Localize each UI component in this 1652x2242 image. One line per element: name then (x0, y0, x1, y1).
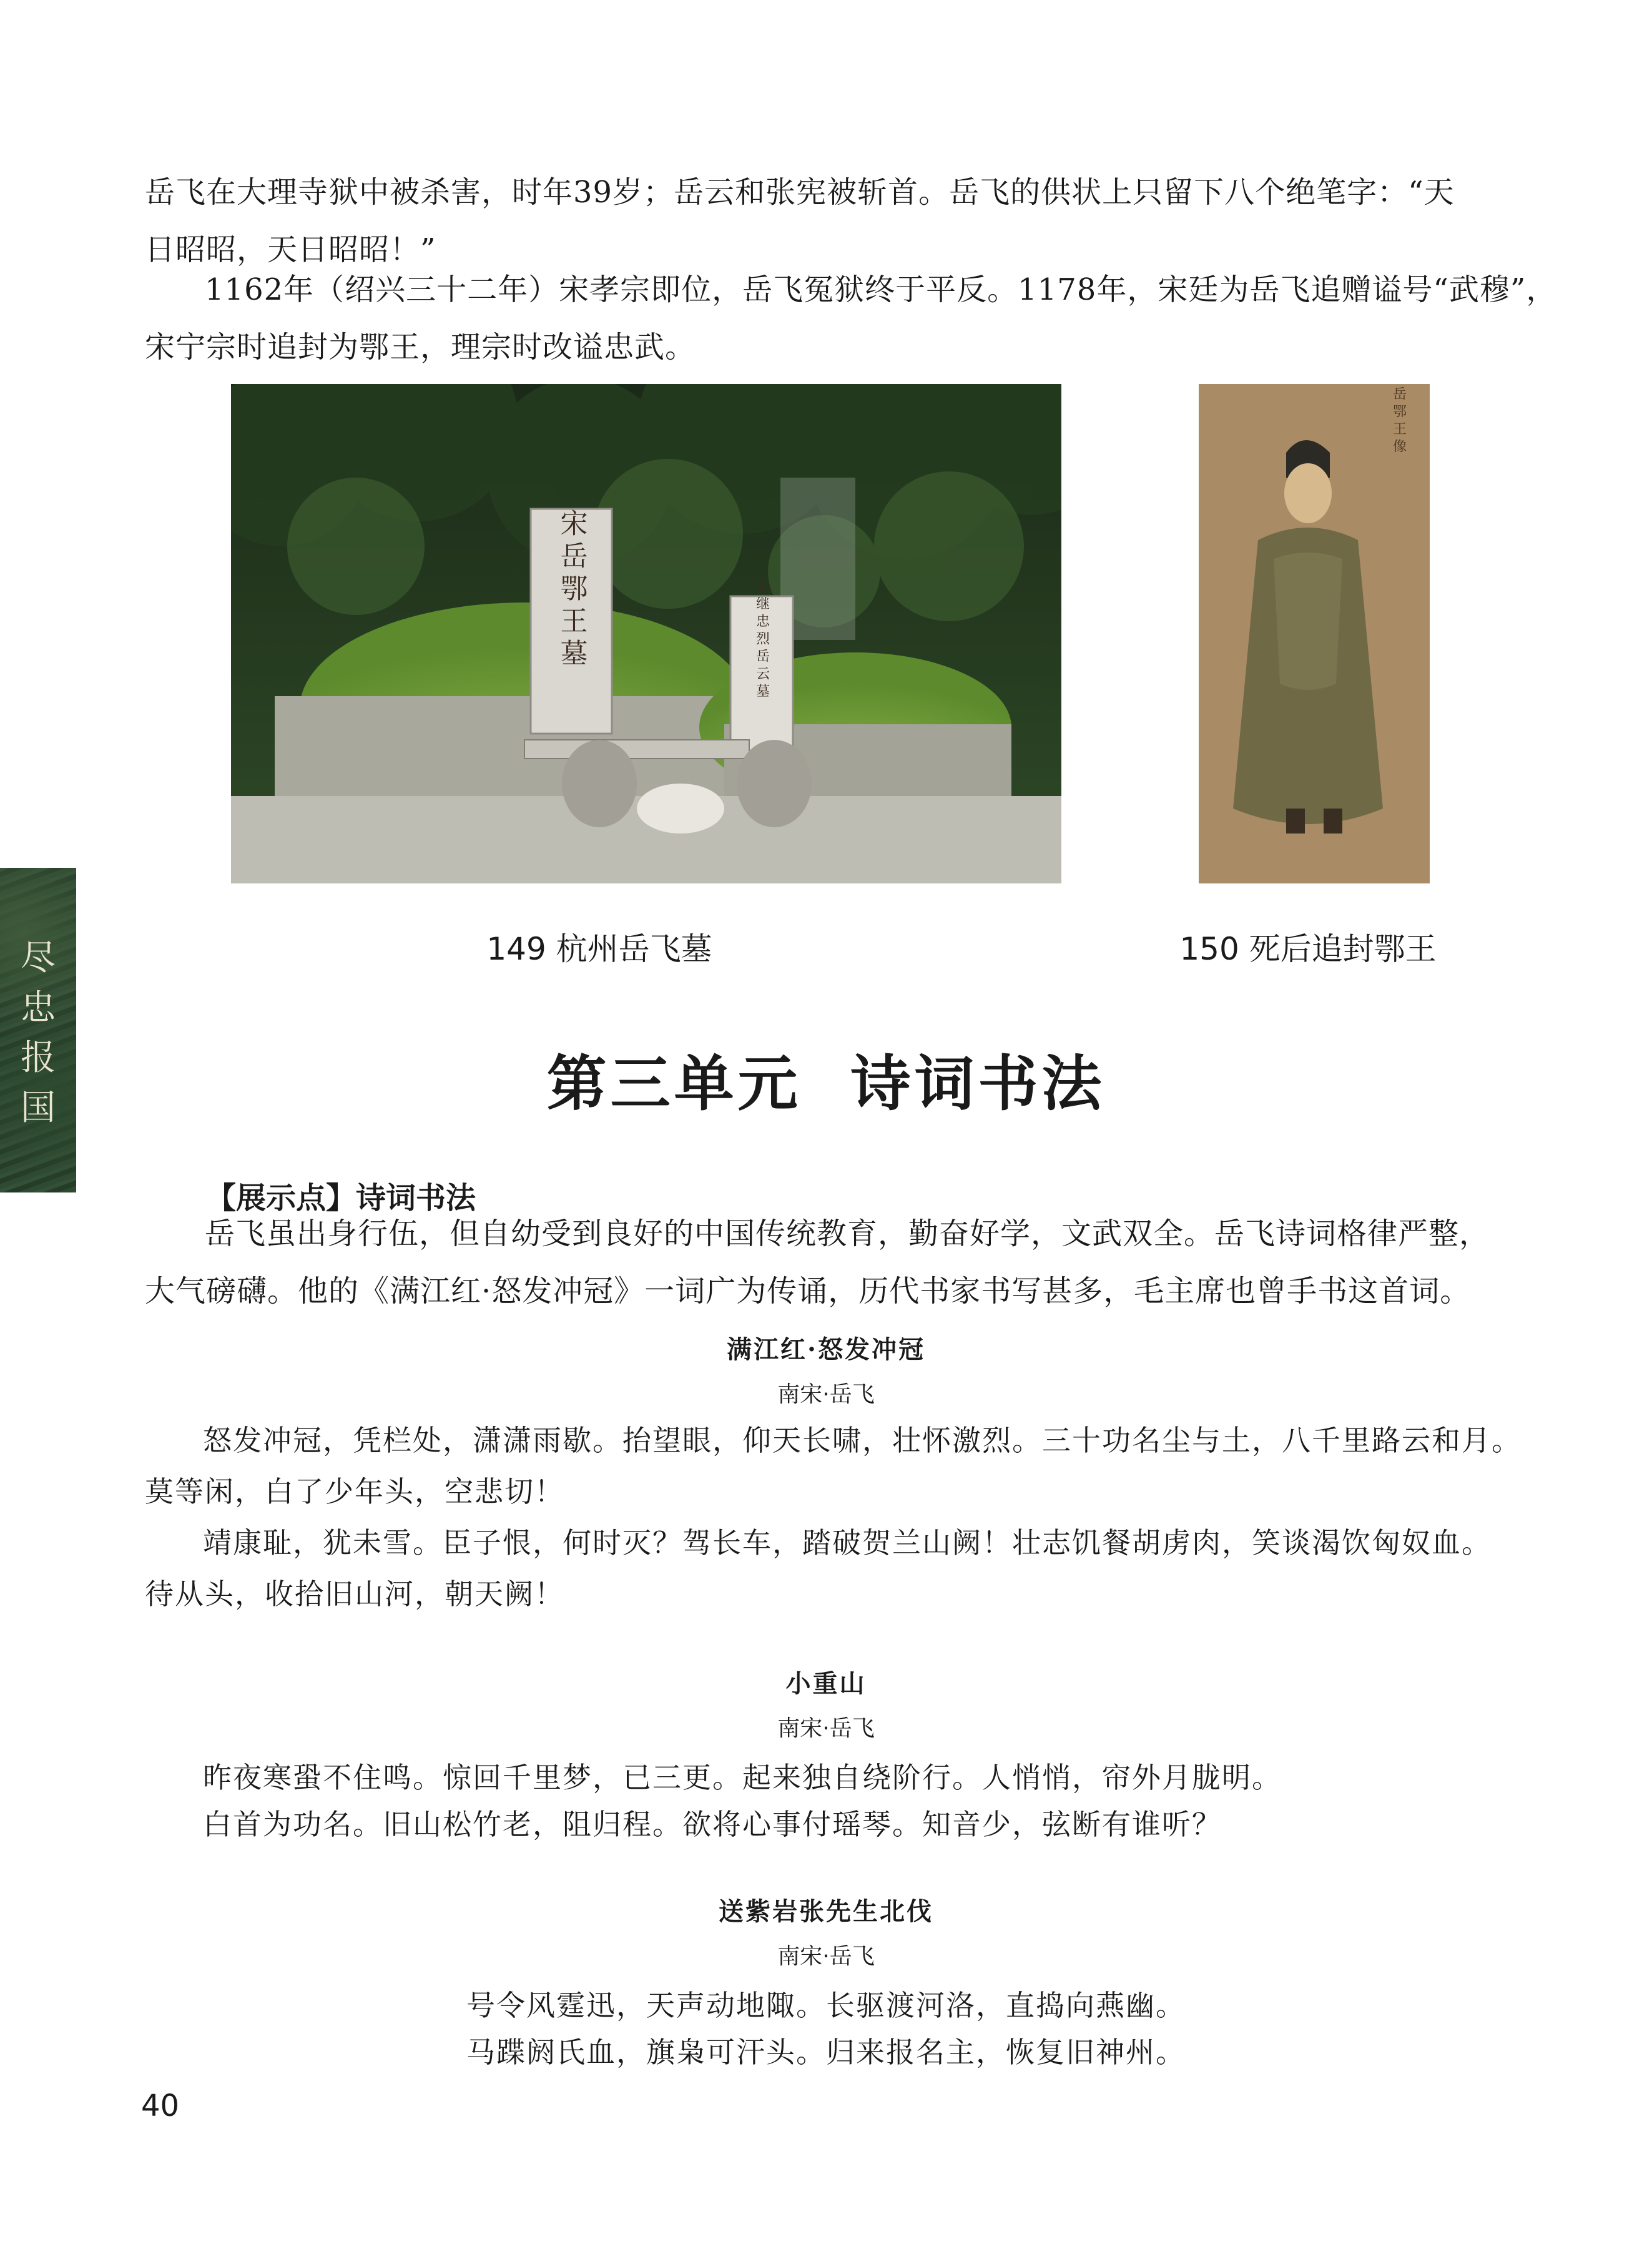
poem-title: 送紫岩张先生北伐 (719, 1897, 933, 1926)
text-line: 1162年（绍兴三十二年）宋孝宗即位，岳飞冤狱终于平反。1178年，宋廷为岳飞追赠谥号“武穆”， (205, 272, 1557, 307)
side-tab-glyph: 尽 (21, 938, 56, 978)
text-line: 宋宁宗时追封为鄂王，理宗时改谥忠武。 (145, 330, 696, 365)
poem-title: 小重山 (785, 1669, 867, 1698)
unit-title: 第三单元 诗词书法 (546, 1048, 1106, 1119)
portrait-illustration (1199, 384, 1430, 883)
poem-author: 南宋·岳飞 (777, 1382, 875, 1407)
text-line: 日昭昭，天日昭昭！” (145, 232, 436, 267)
figure-caption-150: 150 死后追封鄂王 (1179, 931, 1437, 967)
portrait-inscription: 岳鄂王像 (1390, 386, 1407, 456)
poem-line: 马蹀阏氏血，旗枭可汗头。归来报名主，恢复旧神州。 (466, 2035, 1186, 2069)
side-tab-glyph: 忠 (21, 988, 56, 1028)
portrait-painting (1199, 384, 1430, 883)
poem-line: 号令风霆迅，天声动地陬。长驱渡河洛，直捣向燕幽。 (466, 1989, 1186, 2022)
poem-title: 满江红·怒发冲冠 (727, 1335, 925, 1364)
poem-line: 昨夜寒蛩不住鸣。惊回千里梦，已三更。起来独自绕阶行。人悄悄，帘外月胧明。 (203, 1761, 1282, 1794)
side-chapter-tab (0, 868, 76, 1192)
intro-paragraph (145, 1205, 1490, 1320)
paragraph-rehabilitation (145, 261, 1557, 376)
text-line: 大气磅礴。他的《满江红·怒发冲冠》一词广为传诵，历代书家书写甚多，毛主席也曾手书这首词。 (145, 1274, 1471, 1309)
stele-main-text: 宋岳鄂王墓 (555, 509, 588, 671)
poem-line: 靖康耻，犹未雪。臣子恨，何时灭？驾长车，踏破贺兰山阙！壮志饥餐胡虏肉，笑谈渴饮匈奴血。 (203, 1526, 1492, 1560)
stele-second-text: 宋继忠烈岳云墓 (754, 579, 770, 701)
tomb-photo-illustration (231, 384, 1061, 883)
poem-line: 待从头，收拾旧山河，朝天阙！ (145, 1577, 564, 1611)
poem-line: 白首为功名。旧山松竹老，阻归程。欲将心事付瑶琴。知音少，弦断有谁听？ (203, 1807, 1222, 1841)
page-number: 40 (141, 2088, 180, 2123)
text-line: 岳飞虽出身行伍，但自幼受到良好的中国传统教育，勤奋好学，文武双全。岳飞诗词格律严整， (205, 1216, 1490, 1251)
text-line: 岳飞在大理寺狱中被杀害，时年39岁；岳云和张宪被斩首。岳飞的供状上只留下八个绝笔字：“天 (145, 175, 1455, 210)
side-tab-glyph: 国 (21, 1088, 56, 1128)
figure-caption-149: 149 杭州岳飞墓 (486, 931, 712, 967)
poem-author: 南宋·岳飞 (777, 1716, 875, 1741)
side-tab-glyph: 报 (21, 1038, 56, 1078)
section-tag: 【展示点】诗词书法 (206, 1181, 476, 1216)
poem-line: 莫等闲，白了少年头，空悲切！ (145, 1475, 564, 1508)
poem-line: 怒发冲冠，凭栏处，潇潇雨歇。抬望眼，仰天长啸，壮怀激烈。三十功名尘与土，八千里路云和月。 (203, 1423, 1522, 1457)
tomb-photo (231, 384, 1061, 883)
poem-author: 南宋·岳飞 (777, 1944, 875, 1969)
